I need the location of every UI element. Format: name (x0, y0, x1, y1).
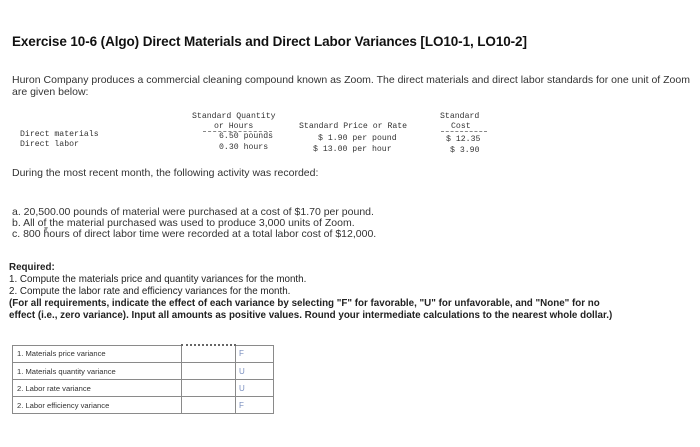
row-cost-materials: $ 12.35 (446, 135, 481, 144)
effect-select[interactable] (236, 345, 274, 363)
table-row (13, 397, 274, 414)
effect-select[interactable] (236, 380, 274, 397)
answer-label: 2. Labor efficiency variance (13, 397, 182, 414)
row-qty-materials: 6.50 pounds (219, 132, 274, 141)
row-label-materials: Direct materials (20, 130, 99, 139)
effect-value: U (239, 383, 245, 393)
answer-label: 1. Materials price variance (13, 345, 182, 363)
variance-amount-input[interactable] (182, 363, 236, 380)
row-price-materials: $ 1.90 per pound (318, 134, 397, 143)
effect-select[interactable] (236, 363, 274, 380)
answer-table (12, 344, 274, 414)
row-label-labor: Direct labor (20, 140, 79, 149)
variance-amount-input[interactable] (182, 380, 236, 397)
qty-header-line1: Standard Quantity (192, 112, 276, 121)
row-price-labor: $ 13.00 per hour (313, 145, 392, 154)
intro-text: Huron Company produces a commercial cleaning compound known as Zoom. The direct materials and direct labor standards for one unit of Zoom are given below: (12, 74, 690, 98)
cost-header-line1: Standard (440, 112, 480, 121)
qty-header-line2: or Hours (214, 122, 254, 131)
required-item-1: 1. Compute the materials price and quantity variances for the month. (9, 274, 307, 285)
effect-value: U (239, 366, 245, 376)
required-item-2: 2. Compute the labor rate and efficiency variances for the month. (9, 286, 291, 297)
variance-amount-input[interactable] (182, 345, 236, 363)
activity-item-a: a. 20,500.00 pounds of material were purchased at a cost of $1.70 per pound. (12, 206, 374, 218)
table-row (13, 345, 274, 363)
table-row (13, 363, 274, 380)
exercise-title: Exercise 10-6 (Algo) Direct Materials and Direct Labor Variances [LO10-1, LO10-2] (12, 34, 527, 49)
mouse-cursor-icon (44, 227, 48, 232)
required-heading: Required: (9, 262, 55, 273)
instruction-line-2: effect (i.e., zero variance). Input all amounts as positive values. Round your intermediate calculations to the nearest whole dollar.) (9, 310, 613, 321)
cost-underline (441, 131, 487, 132)
cost-header-line2: Cost (451, 122, 471, 131)
effect-value: F (239, 349, 244, 359)
activity-item-b: b. All of the material purchased was used to produce 3,000 units of Zoom. (12, 217, 355, 229)
effect-value: F (239, 400, 244, 410)
activity-item-c: c. 800 hours of direct labor time were recorded at a total labor cost of $12,000. (12, 228, 377, 240)
variance-amount-input[interactable] (182, 397, 236, 414)
answer-label: 2. Labor rate variance (13, 380, 182, 397)
activity-intro: During the most recent month, the following activity was recorded: (12, 167, 319, 179)
instruction-line-1: (For all requirements, indicate the effect of each variance by selecting "F" for favorable, "U" for unfavorable, and "None" for no (9, 298, 600, 309)
row-qty-labor: 0.30 hours (219, 143, 269, 152)
table-row (13, 380, 274, 397)
answer-label: 1. Materials quantity variance (13, 363, 182, 380)
row-cost-labor: $ 3.90 (450, 146, 480, 155)
effect-select[interactable] (236, 397, 274, 414)
price-header: Standard Price or Rate (299, 122, 408, 131)
